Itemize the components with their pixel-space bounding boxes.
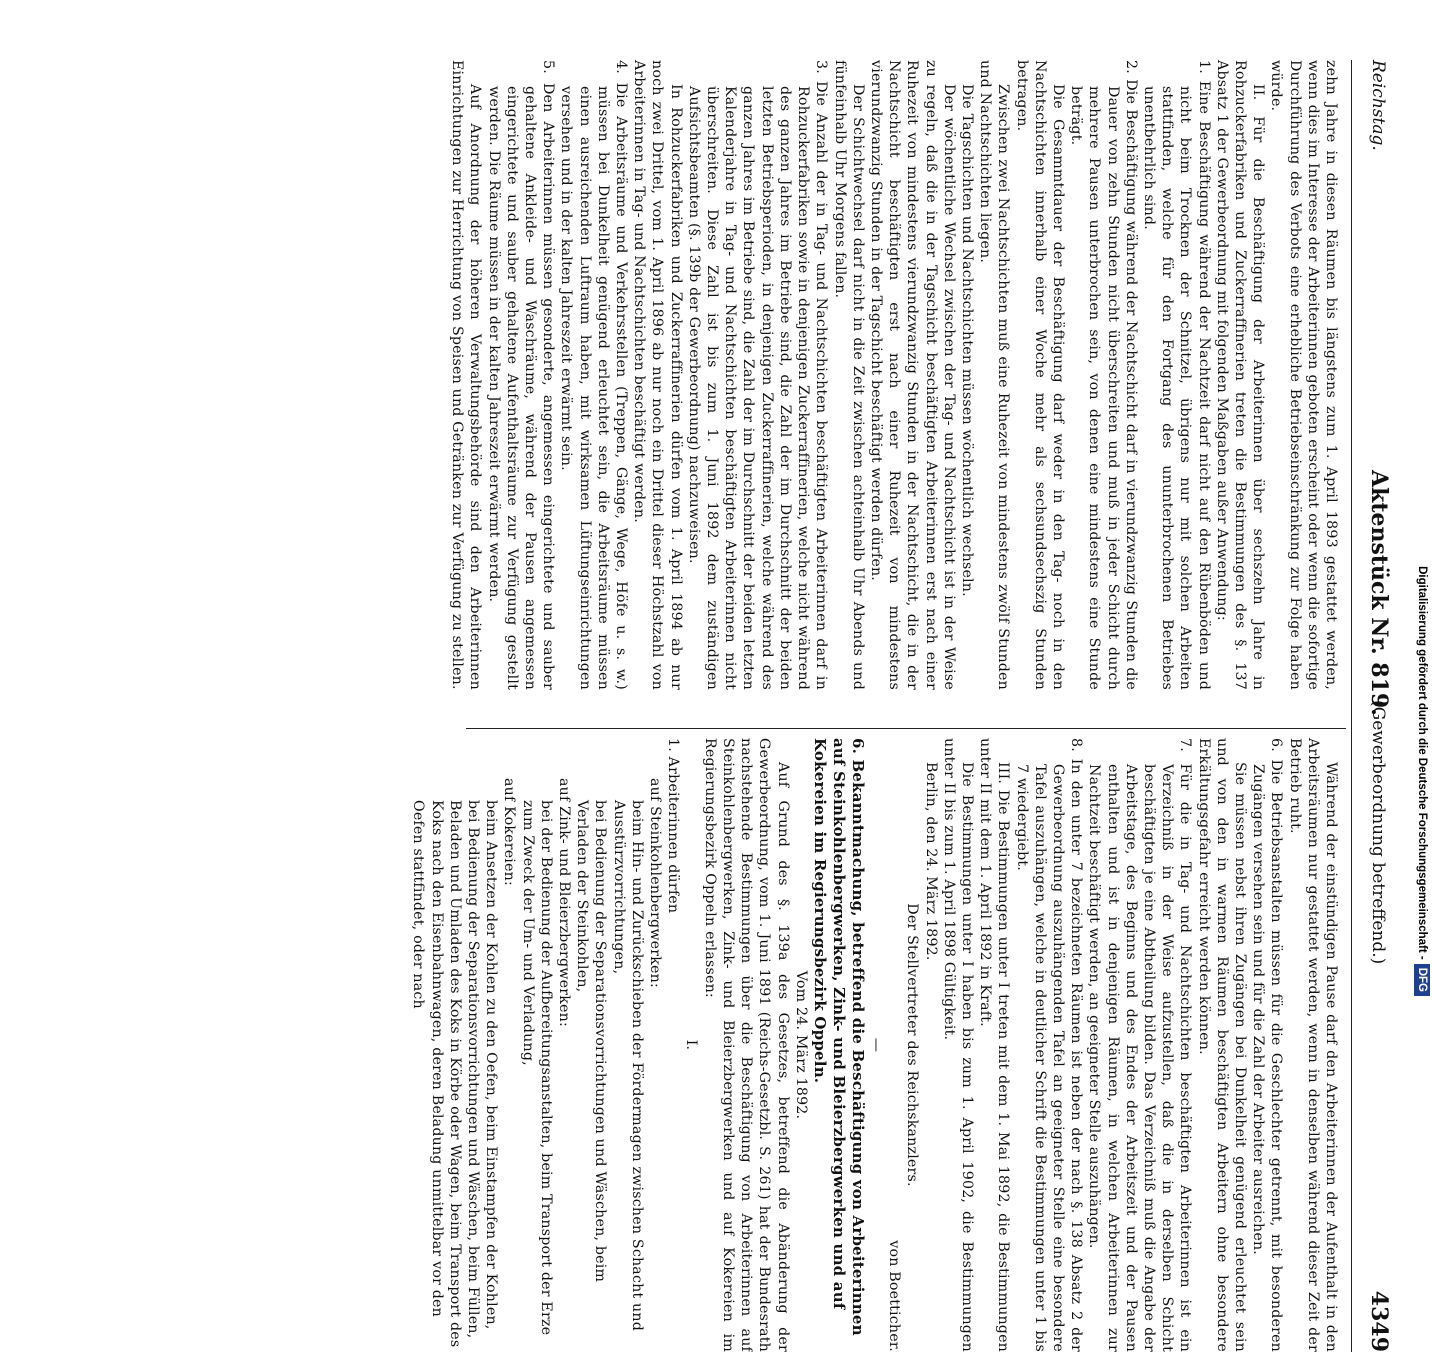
paragraph: 2. Die Beschäftigung während der Nachtschicht darf in vierundzwanzig Stunden die Dauer von zehn Stunden nicht überschreiten und muß in jeder Schicht durch mehrere Pausen unterbrochen sein, von denen eine mindestens eine Stunde beträgt. (1068, 60, 1139, 690)
paragraph: Zwischen zwei Nachtschichten muß eine Ruhezeit von mindestens zwölf Stunden und Nachtschichten liegen. (977, 60, 1012, 690)
paragraph: In Rohzuckerfabriken und Zuckerraffinerien dürfen vom 1. April 1894 ab nur noch zwei Drittel, vom 1. April 1896 ab nur noch ein Drittel dieser Höchstzahl von Arbeiterinnen in Tag- und Nachtschichten beschäftigt werden. (631, 60, 684, 690)
paragraph: auf Steinkohlenbergwerken: (647, 778, 664, 988)
paragraph: beim Ansetzen der Kohlen zu den Oefen, beim Einstampfen der Kohlen, bei Bedienung der Separationsvorrichtungen und Wäschen, beim Füllen, Beladen und Umladen des Koks in Körbe oder Wagen, beim Transport des Koks nach den Eisenbahnwagen, deren Beladung unmittelbar vor den Oefen stattfindet, oder nach (410, 800, 500, 1348)
column-divider (466, 728, 1346, 729)
paragraph: auf Kokereien: (501, 778, 518, 886)
digitization-stamp (1412, 6, 1432, 996)
paragraph: Der Stellvertreter des Reichskanzlers. (904, 903, 921, 1187)
paragraph: Die Gesammtdauer der Beschäftigung darf weder in den Tag- noch in den Nachtschichten innerhalb einer Woche mehr als sechsundsechszig Stunden betragen. (1013, 60, 1066, 690)
paragraph: II. Für die Beschäftigung der Arbeiterinnen über sechszehn Jahre in Rohzuckerfabriken und Zuckerraffinerien treten die Bestimmungen des §. 137 Absatz 1 der Gewerbeordnung mit folgenden Maßgaben außer Anwendung: (1213, 60, 1267, 690)
paragraph: Während der einstündigen Pause darf den Arbeiterinnen der Aufenthalt in den Arbeitsräumen nur gestattet werden, wenn in denselben während dieser Zeit der Betrieb ruht. (1286, 738, 1339, 1352)
paragraph: bei der Bedienung der Aufbereitungsanstalten, beim Transport der Erze zum Zweck der Um- und Verladung, (519, 800, 554, 1336)
paragraph: 8. In den unter 7 bezeichneten Räumen ist neben der nach §. 138 Absatz 2 der Gewerbeordnung auszuhängenden Tafel an geeigneter Stelle eine besondere Tafel auszuhängen, welche in deutlicher Schrift die Bestimmungen unter 1 bis 7 wiedergiebt. (1013, 738, 1085, 1352)
paragraph: 3. Die Anzahl der in Tag- und Nachtschichten beschäftigten Arbeiterinnen darf in Rohzuckerfabriken sowie in denjenigen Zuckerraffinerien, welche nicht während des ganzen Jahres im Betriebe sind, die Zahl der im Durchschnitt der beiden letzten Betriebsperioden, in denjenigen Zuckerraffinerien, welche während des ganzen Jahres im Betriebe sind, die Zahl der im Durchschnitt der beiden letzten Kalenderjahre in Tag- und Nachtschichten beschäftigten Arbeiterinnen nicht überschreiten. Diese Zahl ist bis zum 1. Juni 1892 dem zuständigen Aufsichtsbeamten (§. 139b der Gewerbeordnung) nachzuweisen. (685, 60, 830, 690)
paragraph: Vom 24. März 1892. (792, 970, 809, 1120)
stamp-text: Digitalisierung gefördert durch die Deutsche Forschungsgemeinschaft - (1416, 566, 1428, 960)
paragraph: 5. Den Arbeiterinnen müssen gesonderte, angemessen eingerichtete und sauber gehaltene Ankleide- und Waschräume, während der Pausen angemessen eingerichtete und sauber gehaltene Aufenthaltsräume zur Verfügung gestellt werden. Die Räume müssen in der kalten Jahreszeit erwärmt werden. (485, 60, 557, 690)
paragraph: 6. Die Betriebsanstalten müssen für die Geschlechter getrennt, mit besonderen Zugängen versehen sein und für die Zahl der Arbeiter ausreichen. (1250, 738, 1285, 1352)
paragraph: Der Schichtwechsel darf nicht in die Zeit zwischen achteinhalb Uhr Abends und fünfeinhalb Uhr Morgens fallen. (831, 60, 866, 690)
paragraph: Der wöchentliche Wechsel zwischen der Tag- und Nachtschicht ist in der Weise zu regeln, daß die in der Tagschicht beschäftigten Arbeiterinnen erst nach einer Ruhezeit von mindestens vierundzwanzig Stunden in der Nachtschicht, die in der Nachtschicht beschäftigten erst nach einer Ruhezeit von mindestens vierundzwanzig Stunden in der Tagschicht beschäftigt werden dürfen. (867, 60, 957, 690)
left-column (449, 60, 1340, 690)
header-page-number: 4349 (1366, 1290, 1392, 1352)
paragraph: auf Zink- und Bleierzbergwerken: (556, 778, 573, 1027)
paragraph: beim Hin- und Zurückschieben der Fördermagen zwischen Schacht und Ausstürzvorrichtungen, (610, 800, 645, 1332)
paragraph: Die Bestimmungen unter I haben bis zum 1. April 1902, die Bestimmungen unter II bis zum 1. April 1898 Gültigkeit. (940, 738, 975, 1352)
header-rule (1351, 60, 1352, 1352)
paragraph: 4. Die Arbeitsräume und Verkehrsstellen (Treppen, Gänge, Wege, Höfe u. s. w.) müssen bei Dunkelheit genügend erleuchtet sein, die Arbeitsräume müssen einen ausreichenden Luftraum haben, mit wirksamen Lüftungseinrichtungen versehen und in der kalten Jahreszeit erwärmt sein. (558, 60, 630, 690)
paragraph: von Boetticher. (886, 1240, 903, 1352)
paragraph: 1. Arbeiterinnen dürfen (665, 738, 682, 914)
paragraph: — (867, 1037, 884, 1053)
paragraph: Sie müssen nebst ihren Zugängen bei Dunkelheit genügend erleuchtet sein und von den in warmen Räumen beschäftigten Arbeitern ohne besondere Erkältungsgefahr erreicht werden können. (1195, 738, 1248, 1352)
paragraph: Berlin, den 24. März 1892. (922, 762, 939, 961)
dfg-logo: DFG (1414, 964, 1430, 996)
header-subject: (Gewerbeordnung betreffend.) (1368, 700, 1388, 965)
header-aktenstueck: Aktenstück Nr. 819. (1366, 470, 1392, 716)
header-reichstag: Reichstag. (1368, 60, 1388, 151)
paragraph: Auf Grund des §. 139a des Gesetzes, betreffend die Abänderung der Gewerbeordnung, vom 1. Juni 1891 (Reichs-Gesetzbl. S. 261) hat der Bundesrath nachstehende Bestimmungen über die Beschäftigung von Arbeiterinnen auf Steinkohlenbergwerken, Zink- und Bleierzbergwerken und auf Kokereien im Regierungsbezirk Oppeln erlassen: (701, 738, 791, 1352)
right-column (410, 738, 1340, 1352)
paragraph: III. Die Bestimmungen unter I treten mit dem 1. Mai 1892, die Bestimmungen unter II mit dem 1. April 1892 in Kraft. (977, 738, 1012, 1352)
paragraph: Auf Anordnung der höheren Verwaltungsbehörde sind den Arbeiterinnen Einrichtungen zur Herrichtung von Speisen und Getränken zur Verfügung zu stellen. (449, 60, 484, 690)
paragraph: 6. Bekanntmachung, betreffend die Beschäftigung von Arbeiterinnen auf Steinkohlenbergwerken, Zink- und Bleierzbergwerken und auf Kokereien im Regierungsbezirk Oppeln. (810, 738, 867, 1336)
paragraph: Die Tagschichten und Nachtschichten müssen wöchentlich wechseln. (958, 84, 975, 597)
paragraph: I. (683, 1039, 700, 1051)
paragraph: 1. Eine Beschäftigung während der Nachtzeit darf nicht auf den Rübenböden und nicht beim Trocknen der Schnitzel, übrigens nur mit solchen Arbeiten stattfinden, welche für den Fortgang des ununterbrochenen Betriebes unentbehrlich sind. (1140, 60, 1212, 690)
page-header (1358, 60, 1402, 1352)
paragraph: bei Bedienung der Separationsvorrichtungen und Wäschen, beim Verladen der Steinkohlen, (574, 800, 609, 1283)
paragraph: 7. Für die in Tag- und Nachtschichten beschäftigten Arbeiterinnen ist ein Verzeichniß in der Weise aufzustellen, daß die in derselben Schicht beschäftigten je eine Abtheilung bilden. Das Verzeichniß muß die Angabe der Arbeitstage, des Beginns und des Endes der Arbeitszeit und der Pausen enthalten und ist in denjenigen Räumen, in welchen Arbeiterinnen zur Nachtzeit beschäftigt werden, an geeigneter Stelle auszuhängen. (1086, 738, 1194, 1352)
paragraph: zehn Jahre in diesen Räumen bis längstens zum 1. April 1893 gestattet werden, wenn dies im Interesse der Arbeiterinnen geboten erscheint oder wenn die sofortige Durchführung des Verbots eine erhebliche Betriebseinschränkung zur Folge haben würde. (1268, 60, 1339, 690)
